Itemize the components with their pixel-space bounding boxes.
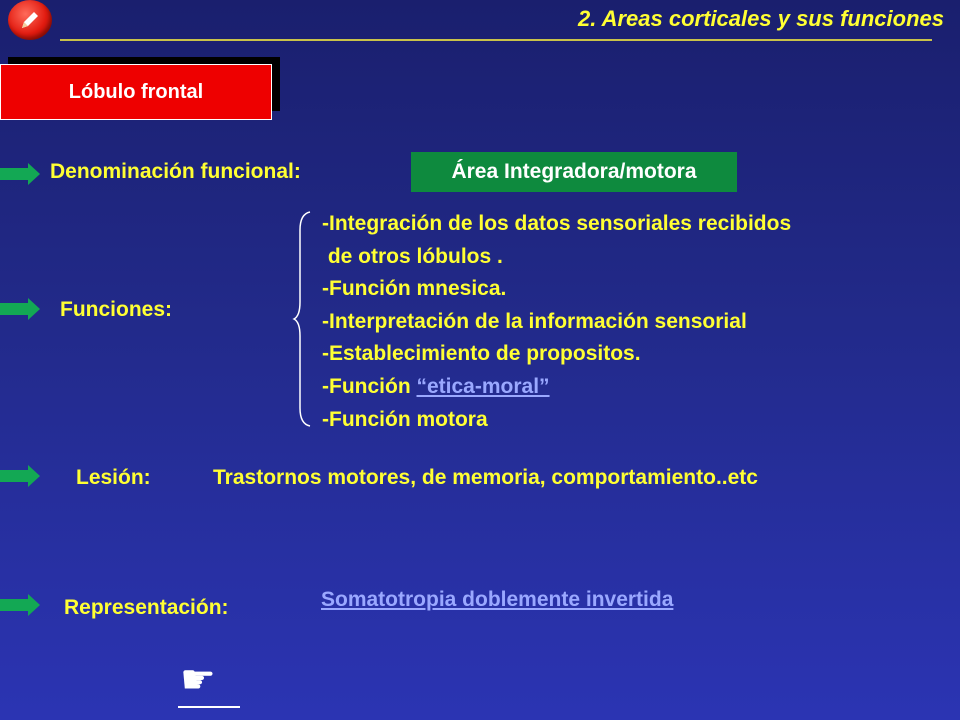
denominacion-value: Área Integradora/motora (411, 152, 737, 192)
arrow-icon (0, 298, 40, 320)
list-item: -Establecimiento de propositos. (322, 342, 641, 366)
funciones-list (322, 208, 791, 436)
hand-underline (178, 706, 240, 708)
arrow-icon (0, 163, 40, 185)
denominacion-label: Denominación funcional: (50, 160, 301, 183)
list-item: -Función “etica-moral” (322, 374, 550, 398)
funciones-label: Funciones: (60, 298, 173, 321)
title-divider (60, 39, 932, 41)
pencil-button[interactable] (8, 0, 52, 40)
somatotropia-link[interactable]: Somatotropia doblemente invertida (321, 588, 674, 611)
slide-title: 2. Areas corticales y sus funciones (577, 6, 944, 31)
arrow-icon (0, 465, 40, 487)
list-item: -Integración de los datos sensoriales recibidos (322, 212, 792, 235)
lesion-value: Trastornos motores, de memoria, comportamiento..etc (213, 466, 758, 489)
list-item: -Función mnesica. (322, 277, 507, 301)
list-item: de otros lóbulos . (322, 244, 503, 268)
list-item: -Interpretación de la información sensorial (322, 309, 747, 333)
pointing-hand-icon[interactable]: ☛ (180, 658, 216, 702)
representacion-label: Representación: (64, 596, 229, 619)
lesion-label: Lesión: (76, 466, 151, 489)
etica-moral-link[interactable]: “etica-moral” (416, 374, 550, 398)
arrow-icon (0, 594, 40, 616)
list-item: -Función motora (322, 407, 488, 431)
pencil-icon (18, 8, 42, 32)
lobe-title-box: Lóbulo frontal (0, 64, 272, 120)
left-brace-icon (292, 210, 314, 428)
